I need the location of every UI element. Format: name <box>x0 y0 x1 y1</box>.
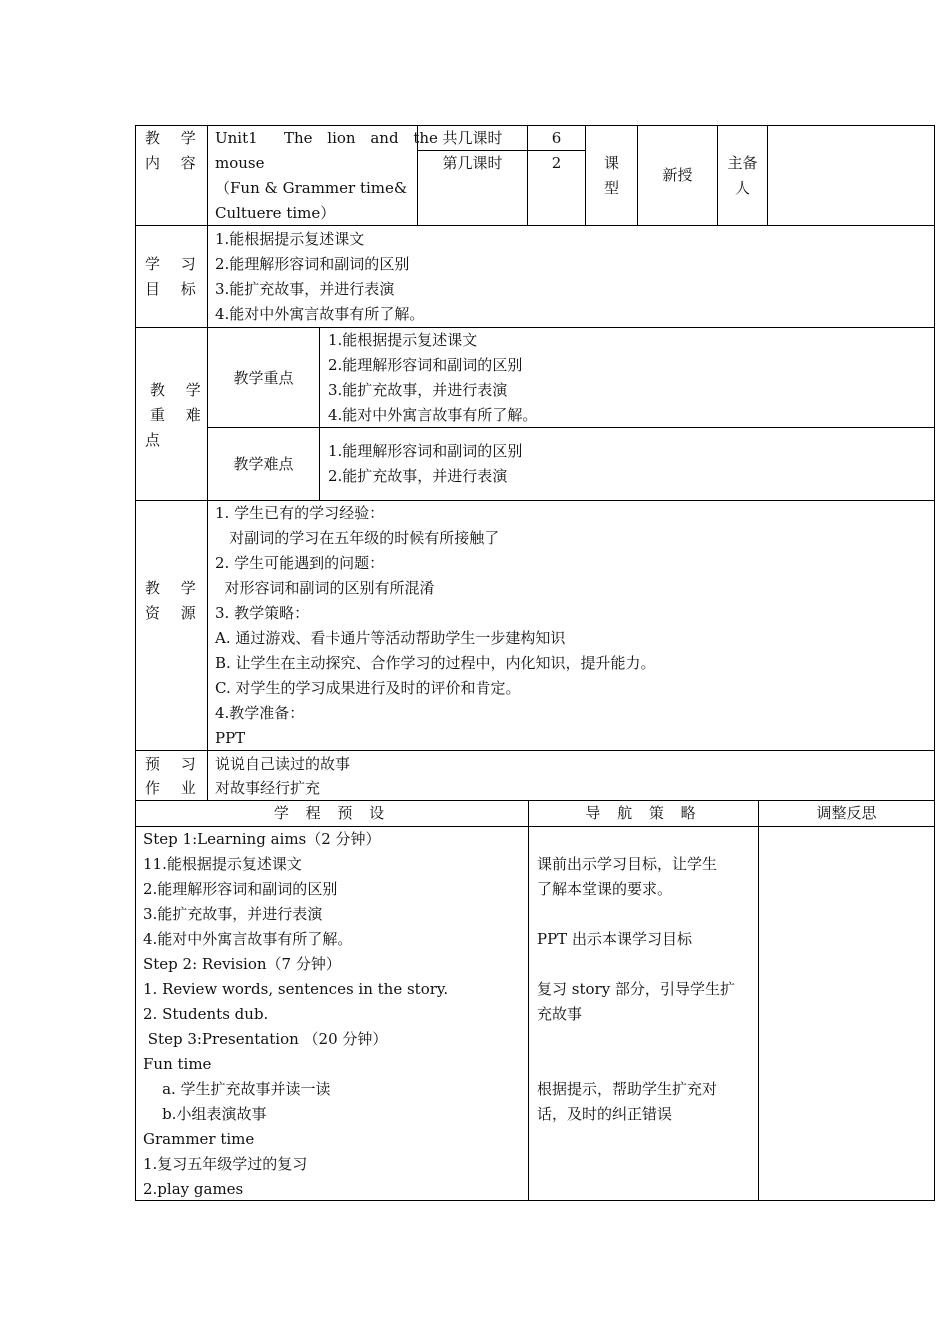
difficulty-item: 2.能扩充故事，并进行表演 <box>328 467 508 485</box>
content-label: 内 容 <box>145 154 204 172</box>
preview-line: 对故事经行扩充 <box>215 779 321 797</box>
step-line: 11.能根据提示复述课文 <box>143 855 302 873</box>
step-line: Fun time <box>143 1055 212 1073</box>
table-border <box>934 125 935 1201</box>
resource-line: 4.教学准备： <box>215 704 305 722</box>
preview-label: 作 业 <box>145 779 204 797</box>
row-divider <box>207 427 935 428</box>
goals-label: 目 标 <box>145 280 204 298</box>
goal-item: 2.能理解形容词和副词的区别 <box>215 255 410 273</box>
lesson-type-label: 课 <box>603 154 619 172</box>
focus-item: 1.能根据提示复述课文 <box>328 331 478 349</box>
row-divider <box>135 750 935 751</box>
goal-item: 1.能根据提示复述课文 <box>215 230 365 248</box>
total-lessons-value: 6 <box>551 129 562 147</box>
strategy-header: 导 航 策 略 <box>585 804 702 822</box>
focus-item: 4.能对中外寓言故事有所了解。 <box>328 406 538 424</box>
goal-item: 3.能扩充故事，并进行表演 <box>215 280 395 298</box>
key-points-label: 点 <box>145 431 161 449</box>
step-line: 1. Review words, sentences in the story. <box>143 980 449 998</box>
column-divider <box>319 327 320 500</box>
lesson-type-label: 型 <box>603 179 619 197</box>
column-divider <box>528 800 529 1200</box>
column-divider <box>758 800 759 1200</box>
table-border <box>135 125 136 1201</box>
unit-title: Unit1 <box>215 129 258 147</box>
resource-line: PPT <box>215 729 246 747</box>
resource-line: 对副词的学习在五年级的时候有所接触了 <box>215 529 500 547</box>
focus-label: 教学重点 <box>233 369 294 387</box>
goals-label: 学 习 <box>145 255 204 273</box>
content-label: 教 学 <box>145 129 204 147</box>
unit-subtitle: （Fun & Grammer time& <box>215 179 408 197</box>
resource-line: A. 通过游戏、看卡通片等活动帮助学生一步建构知识 <box>215 629 566 647</box>
total-lessons-label: 共几课时 <box>442 129 503 147</box>
preview-line: 说说自己读过的故事 <box>215 755 351 773</box>
step-line: Step 2: Revision（7 分钟） <box>143 955 341 973</box>
step-line: 1.复习五年级学过的复习 <box>143 1155 308 1173</box>
preparer-label: 主备 <box>727 154 758 172</box>
key-points-label: 教 学 <box>150 381 209 399</box>
preparer-label: 人 <box>734 179 750 197</box>
resource-line: 对形容词和副词的区别有所混淆 <box>215 579 435 597</box>
resource-line: C. 对学生的学习成果进行及时的评价和肯定。 <box>215 679 521 697</box>
strategy-line: 话，及时的纠正错误 <box>537 1105 673 1123</box>
step-line: b.小组表演故事 <box>143 1105 267 1123</box>
resource-line: 2. 学生可能遇到的问题： <box>215 554 385 572</box>
strategy-line: 课前出示学习目标，让学生 <box>537 855 718 873</box>
strategy-line: 根据提示，帮助学生扩充对 <box>537 1080 718 1098</box>
goal-item: 4.能对中外寓言故事有所了解。 <box>215 305 425 323</box>
difficulty-item: 1.能理解形容词和副词的区别 <box>328 442 523 460</box>
focus-item: 3.能扩充故事，并进行表演 <box>328 381 508 399</box>
table-border <box>135 1200 935 1201</box>
lesson-type-value: 新授 <box>662 166 693 184</box>
step-line: 2. Students dub. <box>143 1005 269 1023</box>
resources-label: 教 学 <box>145 579 204 597</box>
resource-line: 1. 学生已有的学习经验： <box>215 504 385 522</box>
unit-title: The lion and the <box>284 129 438 147</box>
row-divider <box>135 327 935 328</box>
step-line: Step 3:Presentation （20 分钟） <box>143 1030 388 1048</box>
focus-item: 2.能理解形容词和副词的区别 <box>328 356 523 374</box>
strategy-line: 了解本堂课的要求。 <box>537 880 673 898</box>
reflection-header: 调整反思 <box>816 804 877 822</box>
key-points-label: 重 难 <box>150 406 209 424</box>
strategy-line: 充故事 <box>537 1005 583 1023</box>
process-header: 学 程 预 设 <box>273 804 391 822</box>
strategy-line: 复习 story 部分，引导学生扩 <box>537 980 735 998</box>
lesson-number-label: 第几课时 <box>442 154 503 172</box>
unit-subtitle: Cultuere time） <box>215 204 336 222</box>
unit-title: mouse <box>215 154 265 172</box>
resource-line: B. 让学生在主动探究、合作学习的过程中，内化知识，提升能力。 <box>215 654 656 672</box>
column-divider <box>767 125 768 225</box>
preview-label: 预 习 <box>145 755 204 773</box>
step-line: 3.能扩充故事，并进行表演 <box>143 905 323 923</box>
step-line: a. 学生扩充故事并读一读 <box>143 1080 331 1098</box>
step-line: 2.play games <box>143 1180 244 1198</box>
resource-line: 3. 教学策略： <box>215 604 310 622</box>
step-line: 2.能理解形容词和副词的区别 <box>143 880 338 898</box>
resources-label: 资 源 <box>145 604 204 622</box>
lesson-number-value: 2 <box>551 154 562 172</box>
step-line: Grammer time <box>143 1130 255 1148</box>
step-line: 4.能对中外寓言故事有所了解。 <box>143 930 353 948</box>
strategy-line: PPT 出示本课学习目标 <box>537 930 692 948</box>
step-line: Step 1:Learning aims（2 分钟） <box>143 830 381 848</box>
difficulty-label: 教学难点 <box>233 455 294 473</box>
